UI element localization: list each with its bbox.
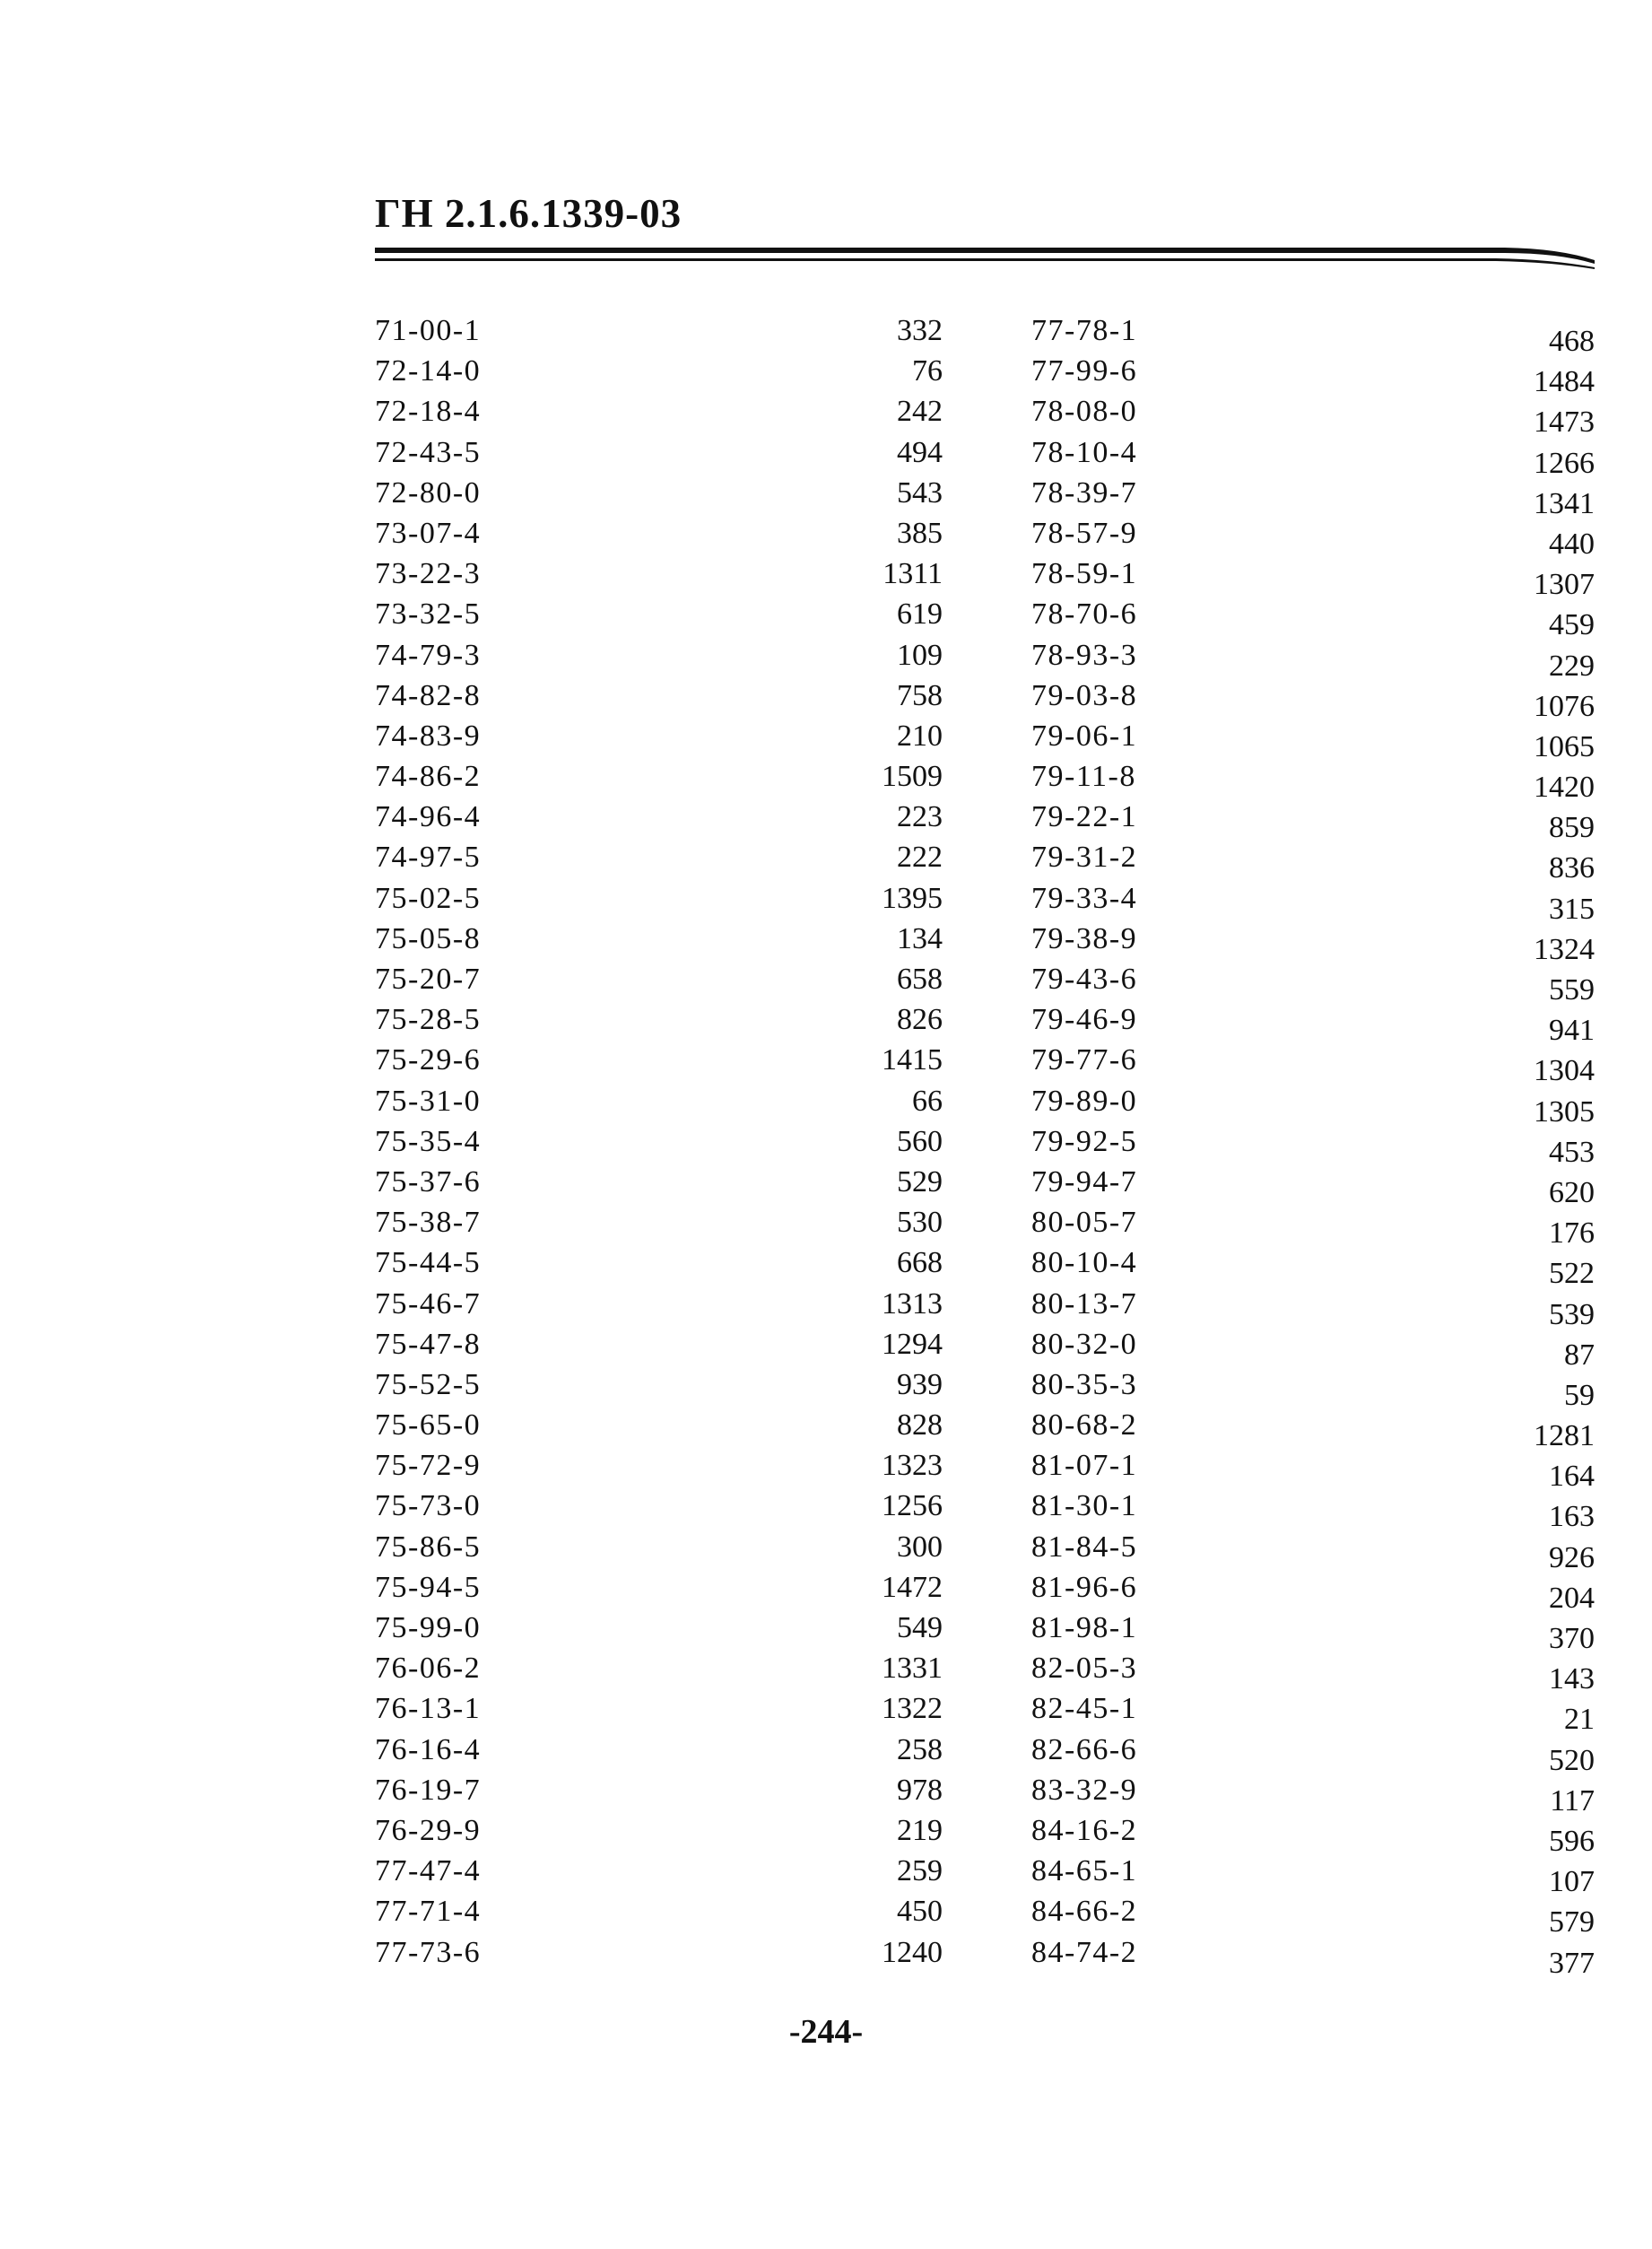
index-entry <box>375 1770 943 1810</box>
cas-number: 72-80-0 <box>375 475 482 510</box>
cas-number: 80-35-3 <box>1031 1367 1138 1401</box>
entry-number: 1322 <box>882 1692 943 1726</box>
entry-number: 315 <box>1549 892 1595 926</box>
cas-number: 77-47-4 <box>375 1854 482 1888</box>
cas-number: 75-31-0 <box>375 1084 482 1118</box>
cas-number: 79-94-7 <box>1031 1164 1138 1199</box>
entry-number: 59 <box>1564 1378 1595 1412</box>
index-entry <box>375 1648 943 1688</box>
index-entry <box>1031 391 1595 440</box>
index-entry <box>1031 1405 1595 1453</box>
index-entry <box>1031 716 1595 763</box>
index-column-left <box>375 310 943 1973</box>
entry-number: 300 <box>897 1530 943 1564</box>
cas-number: 75-44-5 <box>375 1246 482 1280</box>
cas-number: 84-65-1 <box>1031 1854 1138 1888</box>
cas-number: 76-16-4 <box>375 1732 482 1766</box>
entry-number: 1323 <box>882 1449 943 1483</box>
index-entry <box>375 1040 943 1080</box>
index-entry <box>375 959 943 999</box>
entry-number: 1305 <box>1534 1094 1595 1129</box>
entry-number: 836 <box>1549 851 1595 885</box>
entry-number: 530 <box>897 1206 943 1240</box>
cas-number: 82-45-1 <box>1031 1692 1138 1726</box>
entry-number: 76 <box>912 354 943 388</box>
entry-number: 494 <box>897 435 943 469</box>
index-entry <box>375 1445 943 1486</box>
entry-number: 210 <box>897 719 943 753</box>
index-entry <box>1031 351 1595 399</box>
entry-number: 939 <box>897 1367 943 1401</box>
cas-number: 77-78-1 <box>1031 314 1138 347</box>
index-entry <box>375 1567 943 1608</box>
cas-number: 75-86-5 <box>375 1530 482 1564</box>
index-entry <box>1031 594 1595 642</box>
cas-number: 74-82-8 <box>375 678 482 712</box>
cas-number: 75-28-5 <box>375 1003 482 1037</box>
entry-number: 1076 <box>1534 689 1595 723</box>
cas-number: 75-73-0 <box>375 1489 482 1523</box>
cas-number: 79-46-9 <box>1031 1003 1138 1037</box>
entry-number: 1313 <box>882 1286 943 1321</box>
entry-number: 826 <box>897 1003 943 1037</box>
cas-number: 71-00-1 <box>375 314 482 347</box>
index-entry <box>375 1405 943 1445</box>
entry-number: 332 <box>897 314 943 347</box>
cas-number: 81-07-1 <box>1031 1449 1138 1483</box>
index-entry <box>1031 878 1595 926</box>
index-entry <box>375 1081 943 1121</box>
index-entry <box>1031 919 1595 966</box>
index-entry <box>1031 310 1595 358</box>
index-entry <box>1031 1648 1595 1696</box>
entry-number: 468 <box>1549 325 1595 358</box>
cas-number: 75-65-0 <box>375 1408 482 1443</box>
index-entry <box>375 594 943 634</box>
cas-number: 81-96-6 <box>1031 1570 1138 1604</box>
entry-number: 453 <box>1549 1135 1595 1169</box>
index-entry <box>1031 1445 1595 1494</box>
index-entry <box>375 473 943 513</box>
cas-number: 73-32-5 <box>375 597 482 632</box>
cas-number: 79-06-1 <box>1031 719 1138 753</box>
entry-number: 1509 <box>882 760 943 794</box>
cas-number: 80-68-2 <box>1031 1408 1138 1443</box>
cas-number: 81-84-5 <box>1031 1530 1138 1564</box>
entry-number: 117 <box>1550 1783 1595 1818</box>
cas-number: 75-72-9 <box>375 1449 482 1483</box>
cas-number: 75-35-4 <box>375 1124 482 1158</box>
page-number: -244- <box>788 2013 864 2051</box>
entry-number: 1420 <box>1534 771 1595 805</box>
cas-number: 78-10-4 <box>1031 435 1138 469</box>
index-entry <box>375 1242 943 1283</box>
entry-number: 258 <box>897 1732 943 1766</box>
index-entry <box>375 1121 943 1162</box>
entry-number: 529 <box>897 1164 943 1199</box>
entry-number: 859 <box>1549 811 1595 845</box>
index-entry <box>1031 756 1595 805</box>
cas-number: 75-05-8 <box>375 921 482 955</box>
entry-number: 1473 <box>1534 405 1595 440</box>
index-entry <box>1031 554 1595 602</box>
cas-number: 72-18-4 <box>375 395 482 429</box>
index-entry <box>375 1688 943 1729</box>
entry-number: 1324 <box>1534 932 1595 966</box>
cas-number: 76-13-1 <box>375 1692 482 1726</box>
index-entry <box>375 999 943 1040</box>
cas-number: 79-11-8 <box>1031 760 1136 794</box>
entry-number: 549 <box>897 1611 943 1644</box>
index-entry <box>375 1730 943 1770</box>
entry-number: 1281 <box>1534 1419 1595 1453</box>
index-entry <box>1031 635 1595 683</box>
index-entry <box>375 797 943 837</box>
entry-number: 1065 <box>1534 729 1595 763</box>
index-entry <box>375 676 943 716</box>
cas-number: 79-31-2 <box>1031 841 1138 875</box>
index-entry <box>1031 1040 1595 1088</box>
cas-number: 77-99-6 <box>1031 354 1138 388</box>
index-entry <box>1031 1081 1595 1129</box>
cas-number: 80-05-7 <box>1031 1206 1138 1240</box>
cas-number: 75-38-7 <box>375 1206 482 1240</box>
index-entry <box>1031 1608 1595 1655</box>
entry-number: 229 <box>1549 649 1595 683</box>
index-entry <box>375 1810 943 1851</box>
cas-number: 82-05-3 <box>1031 1652 1138 1686</box>
entry-number: 1484 <box>1534 365 1595 399</box>
cas-number: 79-77-6 <box>1031 1043 1138 1077</box>
index-entry <box>1031 676 1595 723</box>
index-entry <box>375 1284 943 1324</box>
entry-number: 370 <box>1549 1622 1595 1655</box>
index-entry <box>1031 1324 1595 1372</box>
cas-number: 75-99-0 <box>375 1611 482 1644</box>
cas-number: 72-43-5 <box>375 435 482 469</box>
cas-number: 73-22-3 <box>375 557 482 591</box>
cas-number: 81-98-1 <box>1031 1611 1138 1644</box>
entry-number: 219 <box>897 1813 943 1847</box>
cas-number: 79-89-0 <box>1031 1084 1138 1118</box>
cas-number: 77-71-4 <box>375 1895 482 1929</box>
entry-number: 668 <box>897 1246 943 1280</box>
entry-number: 21 <box>1564 1703 1595 1737</box>
entry-number: 450 <box>897 1895 943 1929</box>
cas-number: 82-66-6 <box>1031 1732 1138 1766</box>
index-entry <box>375 1527 943 1567</box>
entry-number: 176 <box>1549 1216 1595 1251</box>
index-entry <box>1031 1527 1595 1574</box>
index-entry <box>375 1608 943 1648</box>
index-entry <box>375 513 943 554</box>
entry-number: 543 <box>897 475 943 510</box>
entry-number: 1341 <box>1534 486 1595 520</box>
index-entry <box>1031 1770 1595 1818</box>
entry-number: 658 <box>897 963 943 996</box>
cas-number: 78-93-3 <box>1031 638 1138 672</box>
cas-number: 75-52-5 <box>375 1367 482 1401</box>
cas-number: 76-19-7 <box>375 1773 482 1807</box>
index-column-right <box>1031 310 1595 1980</box>
cas-number: 79-22-1 <box>1031 800 1138 834</box>
cas-number: 75-20-7 <box>375 963 482 996</box>
cas-number: 79-43-6 <box>1031 963 1138 996</box>
entry-number: 1307 <box>1534 568 1595 602</box>
entry-number: 87 <box>1564 1338 1595 1372</box>
index-entry <box>375 837 943 877</box>
index-entry <box>1031 513 1595 561</box>
cas-number: 74-79-3 <box>375 638 482 672</box>
cas-number: 74-97-5 <box>375 841 482 875</box>
entry-number: 440 <box>1549 527 1595 561</box>
cas-number: 78-39-7 <box>1031 475 1138 510</box>
entry-number: 620 <box>1549 1175 1595 1209</box>
index-entry <box>1031 1891 1595 1940</box>
index-entry <box>1031 797 1595 845</box>
index-entry <box>1031 1121 1595 1169</box>
entry-number: 1266 <box>1534 446 1595 480</box>
entry-number: 377 <box>1549 1946 1595 1980</box>
cas-number: 79-33-4 <box>1031 881 1138 915</box>
entry-number: 828 <box>897 1408 943 1443</box>
entry-number: 758 <box>897 678 943 712</box>
cas-number: 79-03-8 <box>1031 678 1138 712</box>
index-entry <box>375 1324 943 1364</box>
cas-number: 74-83-9 <box>375 719 482 753</box>
index-entry <box>375 554 943 594</box>
index-entry <box>1031 432 1595 480</box>
index-entry <box>375 1932 943 1973</box>
index-entry <box>375 1851 943 1891</box>
entry-number: 619 <box>897 597 943 632</box>
index-entry <box>1031 1851 1595 1899</box>
cas-number: 76-06-2 <box>375 1652 482 1686</box>
cas-number: 73-07-4 <box>375 516 482 550</box>
index-entry <box>375 391 943 431</box>
index-entry <box>1031 1810 1595 1858</box>
cas-number: 75-46-7 <box>375 1286 482 1321</box>
cas-number: 77-73-6 <box>375 1935 482 1969</box>
index-entry <box>1031 1202 1595 1251</box>
entry-number: 259 <box>897 1854 943 1888</box>
cas-number: 80-32-0 <box>1031 1327 1138 1361</box>
index-entry <box>1031 1242 1595 1291</box>
entry-number: 926 <box>1549 1540 1595 1574</box>
index-entry <box>1031 1364 1595 1412</box>
cas-number: 84-74-2 <box>1031 1935 1138 1969</box>
entry-number: 1304 <box>1534 1054 1595 1088</box>
cas-number: 83-32-9 <box>1031 1773 1138 1807</box>
entry-number: 242 <box>897 395 943 429</box>
document-header-title: ГН 2.1.6.1339-03 <box>375 191 683 236</box>
cas-number: 75-37-6 <box>375 1164 482 1199</box>
index-entry <box>1031 1688 1595 1737</box>
cas-number: 74-86-2 <box>375 760 482 794</box>
entry-number: 134 <box>897 921 943 955</box>
cas-number: 84-16-2 <box>1031 1813 1138 1847</box>
index-entry <box>375 310 943 351</box>
cas-number: 81-30-1 <box>1031 1489 1138 1523</box>
entry-number: 560 <box>897 1124 943 1158</box>
entry-number: 520 <box>1549 1743 1595 1777</box>
entry-number: 107 <box>1549 1865 1595 1899</box>
index-entry <box>375 1162 943 1202</box>
cas-number: 78-70-6 <box>1031 597 1138 632</box>
entry-number: 385 <box>897 516 943 550</box>
index-entry <box>375 635 943 676</box>
index-entry <box>1031 999 1595 1048</box>
index-entry <box>375 432 943 473</box>
entry-number: 204 <box>1549 1581 1595 1615</box>
cas-number: 80-13-7 <box>1031 1286 1138 1321</box>
index-entry <box>375 919 943 959</box>
cas-number: 75-94-5 <box>375 1570 482 1604</box>
cas-number: 79-38-9 <box>1031 921 1138 955</box>
entry-number: 1294 <box>882 1327 943 1361</box>
index-entry <box>1031 473 1595 520</box>
cas-number: 72-14-0 <box>375 354 482 388</box>
entry-number: 143 <box>1549 1662 1595 1696</box>
index-entry <box>1031 1284 1595 1331</box>
entry-number: 941 <box>1549 1014 1595 1048</box>
index-entry <box>1031 1567 1595 1615</box>
entry-number: 596 <box>1549 1824 1595 1858</box>
index-entry <box>375 716 943 756</box>
index-entry <box>1031 1486 1595 1534</box>
entry-number: 66 <box>912 1084 943 1118</box>
index-entry <box>1031 959 1595 1007</box>
entry-number: 1311 <box>883 557 943 591</box>
entry-number: 978 <box>897 1773 943 1807</box>
entry-number: 164 <box>1549 1460 1595 1494</box>
entry-number: 1472 <box>882 1570 943 1604</box>
cas-number: 75-29-6 <box>375 1043 482 1077</box>
index-entry <box>375 756 943 797</box>
cas-number: 84-66-2 <box>1031 1895 1138 1929</box>
cas-number: 75-02-5 <box>375 881 482 915</box>
header-double-rule <box>375 240 1595 276</box>
index-entry <box>1031 1162 1595 1209</box>
cas-number: 75-47-8 <box>375 1327 482 1361</box>
entry-number: 559 <box>1549 973 1595 1007</box>
entry-number: 163 <box>1549 1500 1595 1534</box>
entry-number: 223 <box>897 800 943 834</box>
header-rule-graphic <box>375 240 1595 276</box>
index-entry <box>375 878 943 919</box>
entry-number: 539 <box>1549 1297 1595 1331</box>
cas-number: 78-59-1 <box>1031 557 1138 591</box>
index-entry <box>375 1891 943 1931</box>
index-entry <box>1031 837 1595 885</box>
entry-number: 1415 <box>882 1043 943 1077</box>
entry-number: 1395 <box>882 881 943 915</box>
cas-number: 80-10-4 <box>1031 1246 1138 1280</box>
entry-number: 1331 <box>882 1652 943 1686</box>
entry-number: 1240 <box>882 1935 943 1969</box>
index-entry <box>375 351 943 391</box>
entry-number: 109 <box>897 638 943 672</box>
cas-number: 78-08-0 <box>1031 395 1138 429</box>
cas-number: 76-29-9 <box>375 1813 482 1847</box>
index-entry <box>375 1202 943 1242</box>
index-entry <box>375 1364 943 1405</box>
cas-number: 78-57-9 <box>1031 516 1138 550</box>
entry-number: 579 <box>1549 1905 1595 1940</box>
index-entry <box>1031 1730 1595 1777</box>
entry-number: 1256 <box>882 1489 943 1523</box>
entry-number: 459 <box>1549 608 1595 642</box>
entry-number: 522 <box>1549 1257 1595 1291</box>
entry-number: 222 <box>897 841 943 875</box>
cas-number: 79-92-5 <box>1031 1124 1138 1158</box>
index-entry <box>375 1486 943 1526</box>
cas-number: 74-96-4 <box>375 800 482 834</box>
index-entry <box>1031 1932 1595 1980</box>
